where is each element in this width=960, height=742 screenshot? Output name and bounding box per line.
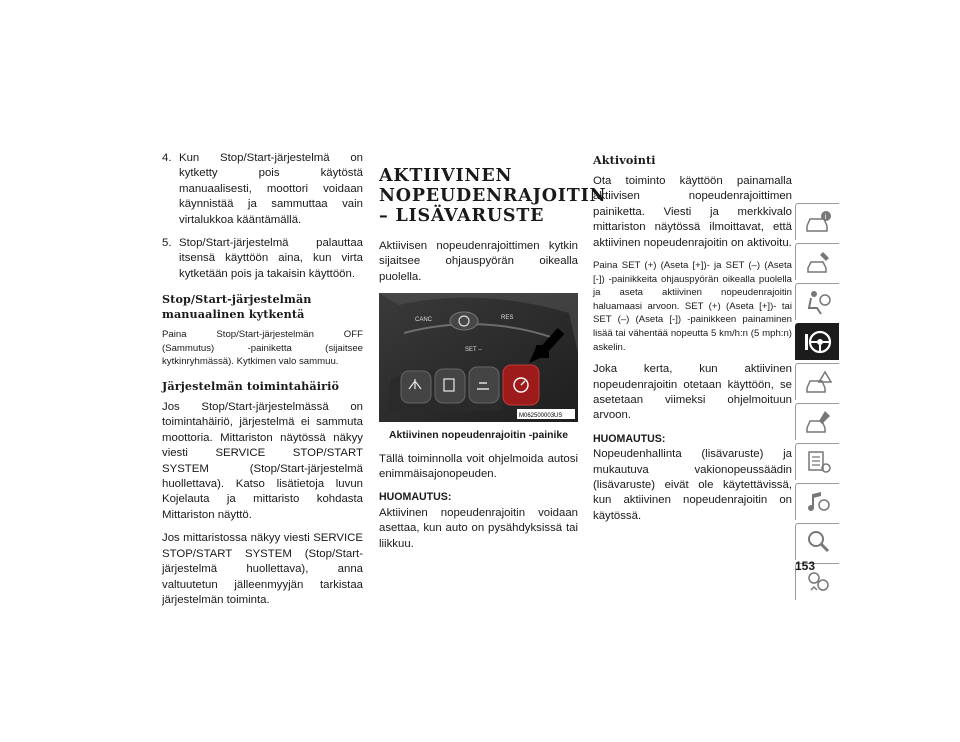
tab-specifications[interactable] [795, 443, 839, 480]
manual-paragraph: Paina Stop/Start-järjestelmän OFF (Sammutus) -painiketta (sijaitsee kytkinryhmässä). Kytkimen valo sammuu. [162, 329, 363, 368]
index-search-icon [803, 528, 833, 556]
section-heading-fault: Järjestelmän toimintahäiriö [162, 379, 340, 394]
list-item [162, 236, 363, 282]
list-text: Stop/Start-järjestelmä palauttaa itsensä käyttöön aina, kun virta kytketään pois ja takaisin käyttöön. [179, 237, 363, 280]
activation-paragraph-2: Paina SET (+) (Aseta [+])- ja SET (–) (Aseta [-]) -painikkeita ohjauspyörän oikealla puolella ja aseta aktiivinen nopeudenrajoitin haluamaasi arvoon. SET (+) (Aseta [+])- tai SET (–) (Aseta [-]) -painikkeen painaminen lisää tai vähentää nopeutta 5 km/h:n (5 mph:n) askelin. [593, 260, 792, 353]
fault-paragraph-1: Jos Stop/Start-järjestelmässä on toimintahäiriö, järjestelmä ei sammuta moottoria. Mittariston näytössä näkyy viesti SERVICE STOP/START SYSTEM (Stop/Start-järjestelmä huollettava). Katso lisätietoja luvun Kojelauta ja mittaristo kohdasta Mittariston näyttö. [162, 401, 363, 521]
list-text: Kun Stop/Start-järjestelmä on kytketty pois käytöstä manuaalisesti, moottori voidaan käynnistää ja sammuttaa vain virtalukkoa kääntämällä. [179, 152, 363, 226]
page-number: 153 [795, 559, 816, 573]
chapter-heading: AKTIIVINEN NOPEUDENRAJOITIN – LISÄVARUSTE [379, 166, 607, 226]
res-label: RES [501, 315, 514, 322]
tab-starting-driving[interactable] [795, 323, 839, 360]
intro-paragraph: Aktiivisen nopeudenrajoittimen kytkin sijaitsee ohjauspyörän oikealla puolella. [379, 240, 578, 283]
activation-paragraph-1: Ota toiminto käyttöön painamalla aktiivisen nopeudenrajoittimen painiketta. Viesti ja merkkivalo mittariston näytössä ilmoittavat, että aktiivinen nopeudenrajoitin on aktivoitu. [593, 175, 792, 249]
left-column [162, 151, 363, 616]
vehicle-controls-icon [803, 248, 833, 276]
tab-emergency[interactable] [795, 363, 839, 400]
note-text: Aktiivinen nopeudenrajoitin voidaan asettaa, kun auto on pysähdyksissä tai liikkuu. [379, 506, 578, 550]
note-text: Nopeudenhallinta (lisävaruste) ja mukautuva vakionopeussäädin (lisävaruste) eivät ole käytettävissä, kun aktiivinen nopeudenrajoitin on käytössä. [593, 448, 792, 522]
function-paragraph: Tällä toiminnolla voit ohjelmoida autosi enimmäisajonopeuden. [379, 452, 578, 481]
tab-multimedia[interactable] [795, 483, 839, 520]
chapter-tabs [795, 203, 841, 603]
car-info-icon [803, 208, 833, 236]
note-label: HUOMAUTUS: [379, 491, 452, 504]
list-number: 4. [162, 152, 172, 164]
service-car-icon [803, 408, 833, 436]
note-block [379, 490, 578, 552]
figure-caption: Aktiivinen nopeudenrajoitin -painike [389, 430, 568, 442]
tab-service[interactable] [795, 403, 839, 440]
note-block [593, 432, 792, 524]
multimedia-icon [803, 488, 833, 516]
tab-car-info[interactable] [795, 203, 839, 240]
emergency-car-icon [803, 368, 833, 396]
specifications-list-icon [803, 448, 833, 476]
section-heading-manual: Stop/Start-järjestelmän manuaalinen kytkentä [162, 292, 312, 322]
note-label: HUOMAUTUS: [593, 432, 666, 445]
steering-switch-illustration [379, 293, 578, 422]
activation-paragraph-3: Joka kerta, kun aktiivinen nopeudenrajoitin otetaan käyttöön, se asetetaan viimeksi ohjelmoituun arvoon. [593, 363, 792, 422]
set-label: SET – [465, 347, 482, 354]
right-column [593, 151, 792, 532]
canc-label: CANC [415, 317, 433, 324]
list-item [162, 151, 363, 228]
list-number: 5. [162, 237, 172, 250]
tab-safety[interactable] [795, 283, 839, 320]
tab-index[interactable] [795, 523, 839, 560]
middle-column [379, 166, 607, 560]
steering-switch-figure [379, 293, 578, 422]
tab-controls[interactable] [795, 243, 839, 280]
svg-text:i: i [824, 213, 826, 221]
fault-paragraph-2: Jos mittaristossa näkyy viesti SERVICE STOP/START SYSTEM (Stop/Start-järjestelmä huollettava), anna valtuutetun jälleenmyyjän tarkistaa järjestelmän toiminta. [162, 532, 363, 606]
safety-airbag-icon [803, 288, 833, 316]
steering-wheel-icon [803, 328, 833, 356]
section-heading-activation: Aktivointi [593, 153, 656, 167]
figure-code: M062500003US [519, 413, 563, 420]
